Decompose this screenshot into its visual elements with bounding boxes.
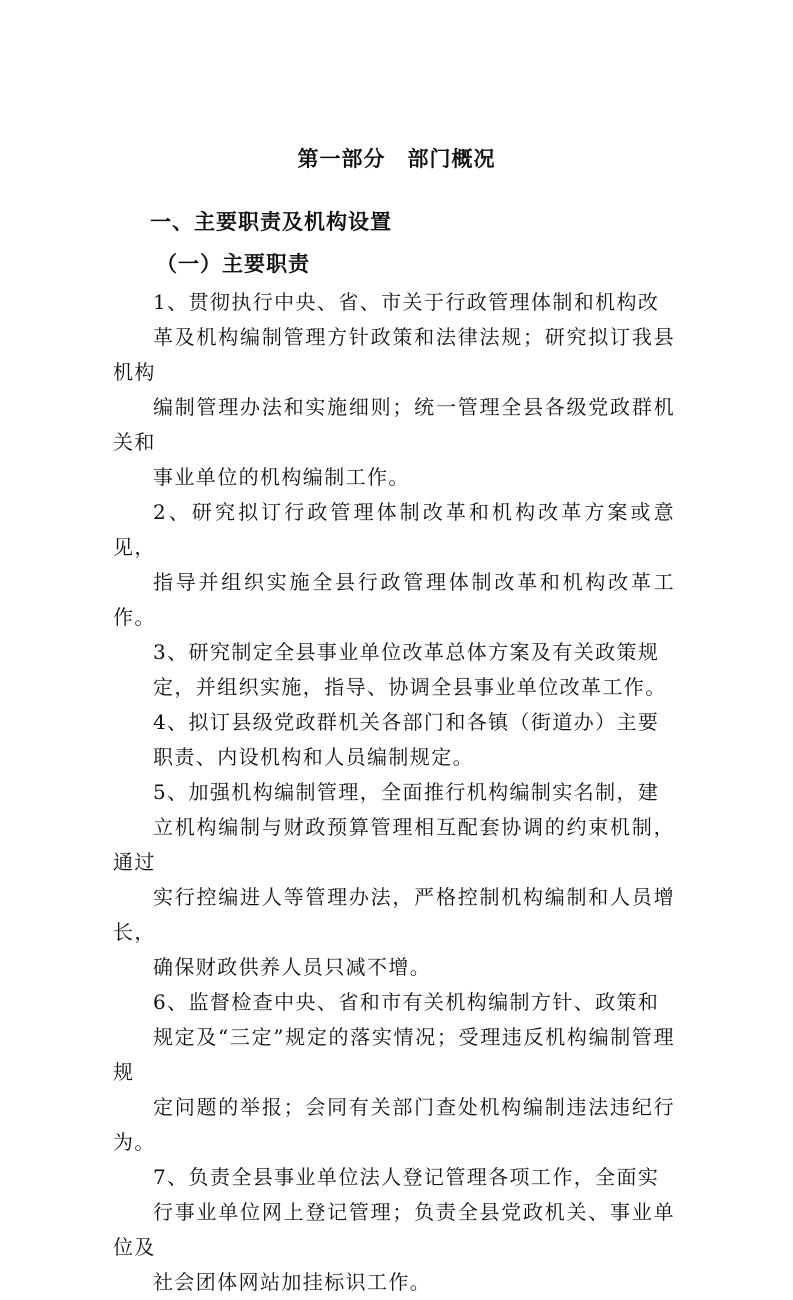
- subsection-heading: （一）主要职责: [156, 252, 310, 276]
- paragraph-line: 编制管理办法和实施细则；统一管理全县各级党政群机关和: [113, 395, 675, 454]
- paragraph-line: 5、加强机构编制管理，全面推行机构编制实名制，建: [153, 780, 660, 804]
- paragraph-line: 4、拟订县级党政群机关各部门和各镇（街道办）主要: [153, 710, 660, 734]
- duty-paragraph-1: [113, 285, 675, 495]
- paragraph-line: 实行控编进人等管理办法，严格控制机构编制和人员增长，: [113, 885, 675, 944]
- paragraph-line: 行事业单位网上登记管理；负责全县党政机关、事业单位及: [113, 1200, 675, 1259]
- paragraph-line: 革及机构编制管理方针政策和法律法规；研究拟订我县机构: [113, 325, 675, 384]
- duty-paragraph-6: [113, 985, 675, 1160]
- duty-paragraph-7: [113, 1160, 675, 1300]
- paragraph-line: 确保财政供养人员只减不增。: [153, 955, 432, 979]
- paragraph-line: 3、研究制定全县事业单位改革总体方案及有关政策规: [153, 640, 660, 664]
- duty-paragraph-5: [113, 775, 675, 985]
- duty-paragraph-3: [113, 635, 675, 705]
- paragraph-line: 6、监督检查中央、省和市有关机构编制方针、政策和: [153, 990, 660, 1014]
- duty-paragraph-4: [113, 705, 675, 775]
- section-heading: 一、主要职责及机构设置: [150, 210, 392, 234]
- paragraph-line: 定，并组织实施，指导、协调全县事业单位改革工作。: [153, 675, 667, 699]
- paragraph-line: 立机构编制与财政预算管理相互配套协调的约束机制，通过: [113, 815, 675, 874]
- duties-body: [113, 285, 675, 1300]
- paragraph-line: 1、贯彻执行中央、省、市关于行政管理体制和机构改: [153, 290, 660, 314]
- paragraph-line: 定问题的举报；会同有关部门查处机构编制违法违纪行为。: [113, 1095, 675, 1154]
- paragraph-line: 社会团体网站加挂标识工作。: [153, 1270, 432, 1294]
- paragraph-line: 事业单位的机构编制工作。: [153, 465, 410, 489]
- paragraph-line: 指导并组织实施全县行政管理体制改革和机构改革工作。: [113, 570, 675, 629]
- paragraph-line: 7、负责全县事业单位法人登记管理各项工作，全面实: [153, 1165, 660, 1189]
- paragraph-line: 职责、内设机构和人员编制规定。: [153, 745, 474, 769]
- paragraph-line: 规定及“三定”规定的落实情况；受理违反机构编制管理规: [113, 1025, 675, 1084]
- part-title: 第一部分 部门概况: [297, 147, 496, 171]
- paragraph-line: 2、研究拟订行政管理体制改革和机构改革方案或意见，: [113, 500, 675, 559]
- duty-paragraph-2: [113, 495, 675, 635]
